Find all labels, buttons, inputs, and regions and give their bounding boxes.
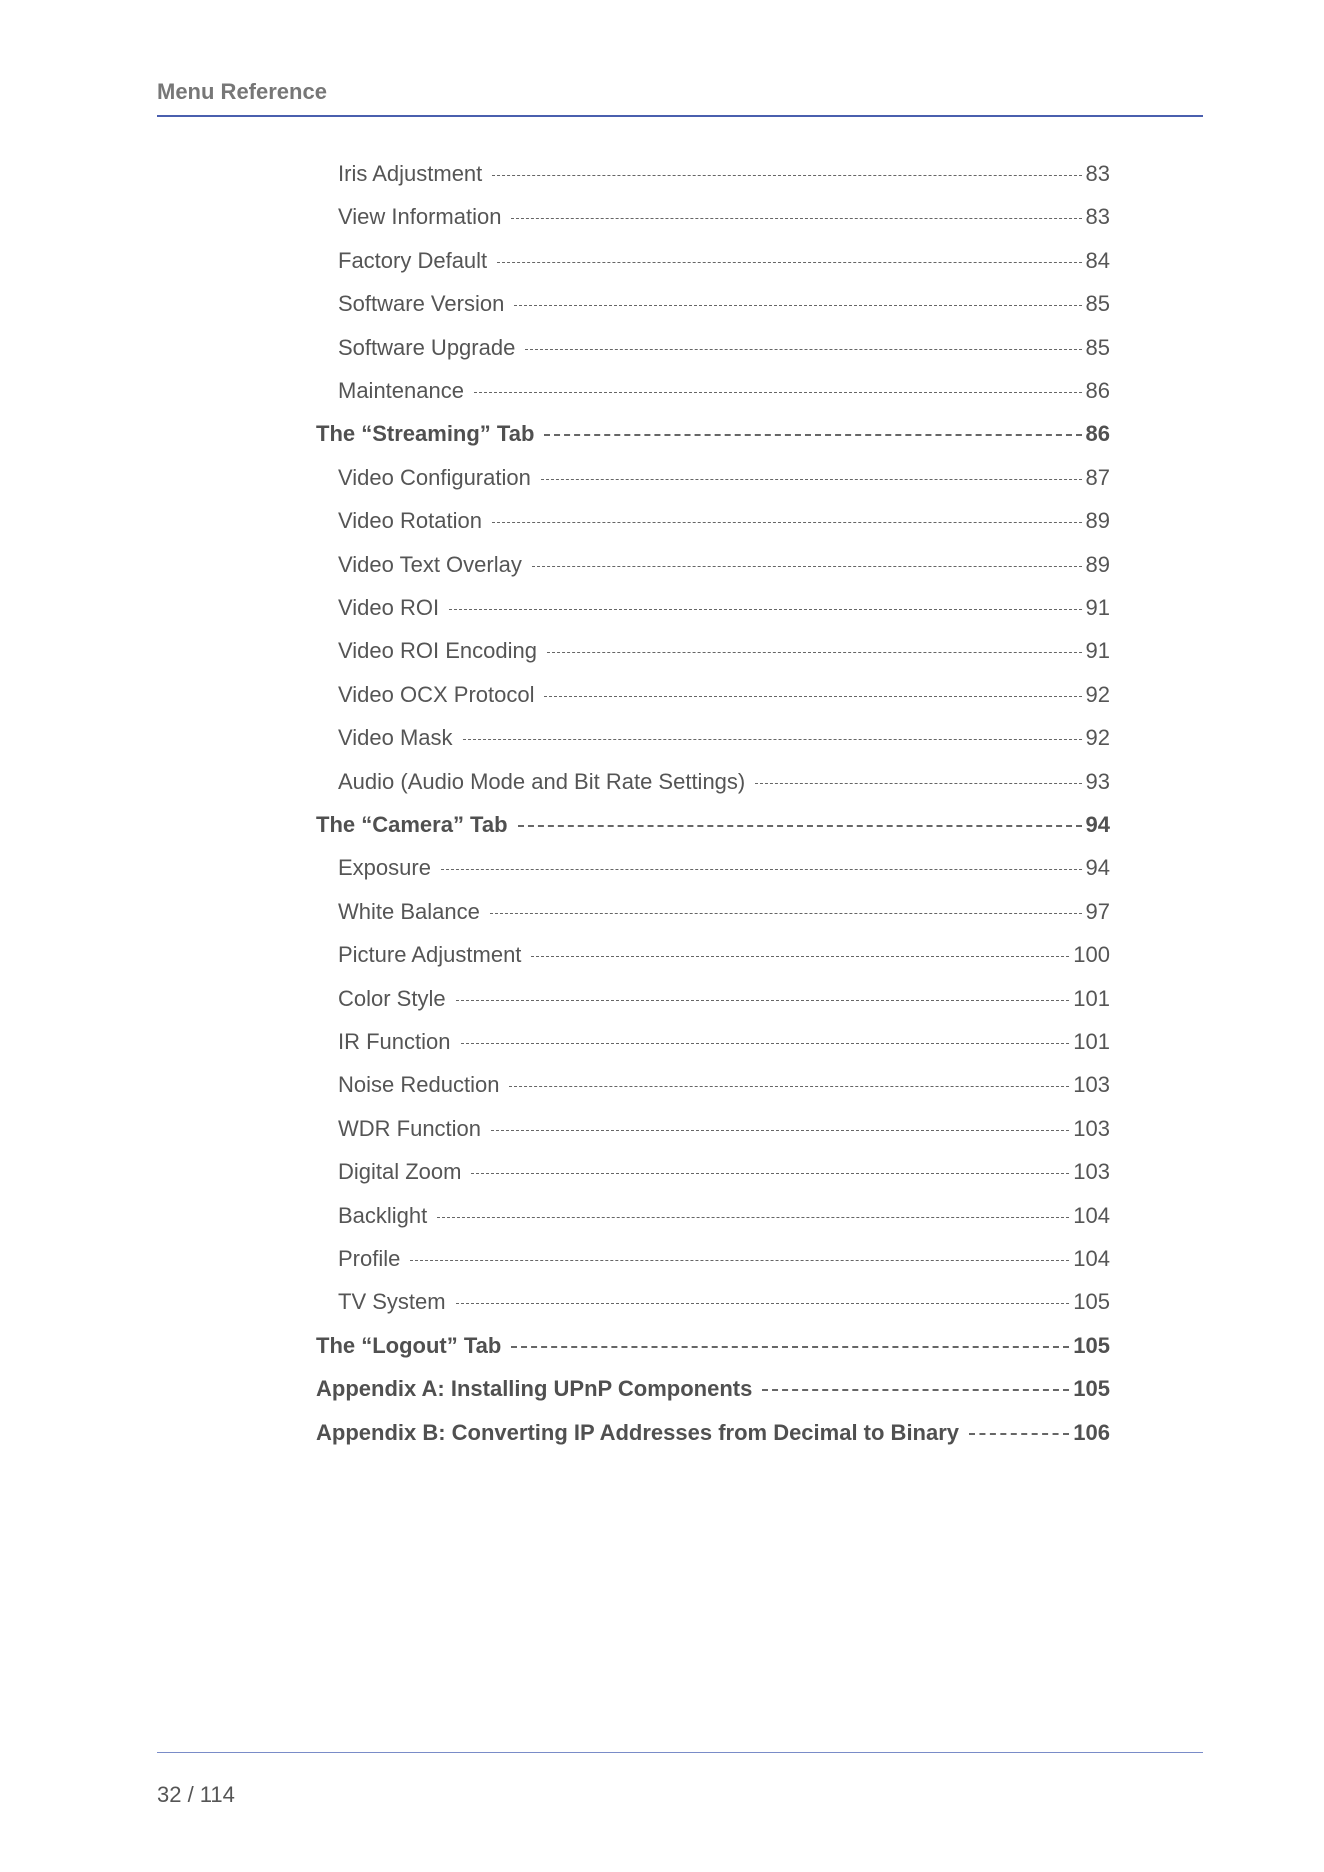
toc-entry-label: Video OCX Protocol [338,682,535,707]
toc-entry-label: Color Style [338,986,446,1011]
toc-entry-page-number: 84 [1085,248,1110,273]
toc-entry-label: Appendix B: Converting IP Addresses from Decimal to Binary [316,1420,960,1445]
toc-dot-leader [509,1086,1069,1087]
toc-entry-label: Audio (Audio Mode and Bit Rate Settings) [338,769,746,794]
toc-dot-leader [969,1433,1069,1435]
toc-entry-page-number: 85 [1085,291,1110,316]
toc-entry[interactable] [338,1240,1110,1278]
toc-entry-page-number: 89 [1085,552,1110,577]
toc-entry-label: Factory Default [338,248,488,273]
toc-entry-label: Video Mask [338,725,453,750]
toc-entry-label: Software Version [338,291,505,316]
toc-entry[interactable] [316,1327,1110,1365]
toc-entry[interactable] [338,198,1110,236]
toc-dot-leader [437,1217,1069,1218]
toc-entry-label: The “Streaming” Tab [316,421,535,446]
toc-entry[interactable] [338,676,1110,714]
toc-dot-leader [532,566,1082,567]
toc-entry[interactable] [338,155,1110,193]
toc-dot-leader [474,392,1082,393]
toc-entry-label: IR Function [338,1029,451,1054]
toc-entry[interactable] [338,893,1110,931]
toc-entry-page-number: 85 [1085,335,1110,360]
toc-entry-page-number: 103 [1073,1159,1110,1184]
toc-dot-leader [518,825,1082,827]
toc-dot-leader [441,869,1082,870]
toc-entry-label: Software Upgrade [338,335,516,360]
toc-entry[interactable] [316,1370,1110,1408]
toc-entry[interactable] [316,415,1110,453]
toc-entry[interactable] [338,1197,1110,1235]
toc-entry-label: The “Logout” Tab [316,1333,502,1358]
toc-dot-leader [492,175,1081,176]
toc-entry-page-number: 92 [1085,682,1110,707]
toc-dot-leader [547,652,1082,653]
toc-entry-label: Noise Reduction [338,1072,500,1097]
toc-entry-page-number: 97 [1085,899,1110,924]
toc-entry[interactable] [338,242,1110,280]
toc-dot-leader [456,1000,1070,1001]
toc-entry-label: Backlight [338,1203,428,1228]
toc-entry-page-number: 83 [1085,204,1110,229]
toc-entry-label: Digital Zoom [338,1159,462,1184]
toc-dot-leader [410,1260,1069,1261]
toc-entry-page-number: 94 [1085,855,1110,880]
toc-entry-page-number: 86 [1085,378,1110,403]
toc-entry[interactable] [338,285,1110,323]
toc-entry-label: Picture Adjustment [338,942,522,967]
toc-entry-page-number: 106 [1073,1420,1110,1445]
toc-entry-label: View Information [338,204,502,229]
toc-entry-page-number: 105 [1073,1376,1110,1401]
toc-dot-leader [755,783,1081,784]
toc-entry[interactable] [338,589,1110,627]
toc-entry-page-number: 104 [1073,1246,1110,1271]
toc-entry[interactable] [338,632,1110,670]
toc-dot-leader [490,913,1082,914]
toc-entry-page-number: 93 [1085,769,1110,794]
toc-entry[interactable] [338,980,1110,1018]
toc-entry[interactable] [338,1023,1110,1061]
toc-dot-leader [525,349,1081,350]
toc-entry-page-number: 89 [1085,508,1110,533]
toc-entry[interactable] [338,502,1110,540]
toc-entry-label: Iris Adjustment [338,161,483,186]
toc-entry-label: Video Configuration [338,465,531,490]
toc-entry-page-number: 105 [1073,1333,1110,1358]
toc-entry-page-number: 87 [1085,465,1110,490]
toc-entry-label: Profile [338,1246,401,1271]
toc-entry-label: Exposure [338,855,431,880]
toc-entry[interactable] [316,1414,1110,1452]
toc-entry[interactable] [338,372,1110,410]
running-header-title: Menu Reference [157,79,327,104]
toc-entry-page-number: 104 [1073,1203,1110,1228]
toc-dot-leader [511,218,1081,219]
toc-entry-label: TV System [338,1289,446,1314]
toc-entry-page-number: 105 [1073,1289,1110,1314]
toc-entry[interactable] [338,849,1110,887]
toc-dot-leader [456,1303,1070,1304]
toc-dot-leader [531,956,1069,957]
toc-entry-page-number: 103 [1073,1072,1110,1097]
toc-entry-page-number: 92 [1085,725,1110,750]
footer-rule [157,1752,1203,1753]
toc-entry-page-number: 101 [1073,1029,1110,1054]
toc-dot-leader [544,696,1081,697]
toc-entry-label: The “Camera” Tab [316,812,508,837]
toc-entry[interactable] [338,459,1110,497]
toc-dot-leader [463,739,1082,740]
toc-entry-label: Video Rotation [338,508,482,533]
toc-dot-leader [514,305,1081,306]
toc-dot-leader [511,1346,1069,1348]
toc-entry-page-number: 91 [1085,595,1110,620]
toc-dot-leader [461,1043,1070,1044]
toc-dot-leader [491,1130,1069,1131]
header-rule [157,115,1203,117]
toc-entry-page-number: 91 [1085,638,1110,663]
toc-dot-leader [449,609,1081,610]
toc-entry[interactable] [316,806,1110,844]
toc-entry[interactable] [338,1110,1110,1148]
toc-entry-page-number: 101 [1073,986,1110,1011]
toc-dot-leader [541,479,1082,480]
toc-dot-leader [471,1173,1069,1174]
toc-entry[interactable] [338,329,1110,367]
toc-entry-label: White Balance [338,899,480,924]
toc-entry-label: Appendix A: Installing UPnP Components [316,1376,753,1401]
page-indicator: 32 / 114 [157,1782,235,1807]
toc-entry-label: Video ROI [338,595,440,620]
toc-entry[interactable] [338,936,1110,974]
toc-entry-label: Maintenance [338,378,464,403]
toc-entry-page-number: 103 [1073,1116,1110,1141]
toc-entry[interactable] [338,1153,1110,1191]
toc-entry-label: Video ROI Encoding [338,638,537,663]
toc-entry-page-number: 83 [1085,161,1110,186]
toc-dot-leader [544,434,1081,436]
toc-dot-leader [492,522,1082,523]
toc-entry[interactable] [338,1283,1110,1321]
toc-dot-leader [497,262,1081,263]
toc-entry[interactable] [338,1066,1110,1104]
toc-entry-page-number: 86 [1085,421,1110,446]
toc-entry[interactable] [338,763,1110,801]
toc-dot-leader [762,1389,1069,1391]
toc-entry-page-number: 94 [1085,812,1110,837]
toc-entry-page-number: 100 [1073,942,1110,967]
toc-entry[interactable] [338,546,1110,584]
toc-entry[interactable] [338,719,1110,757]
toc-entry-label: Video Text Overlay [338,552,522,577]
toc-entry-label: WDR Function [338,1116,482,1141]
